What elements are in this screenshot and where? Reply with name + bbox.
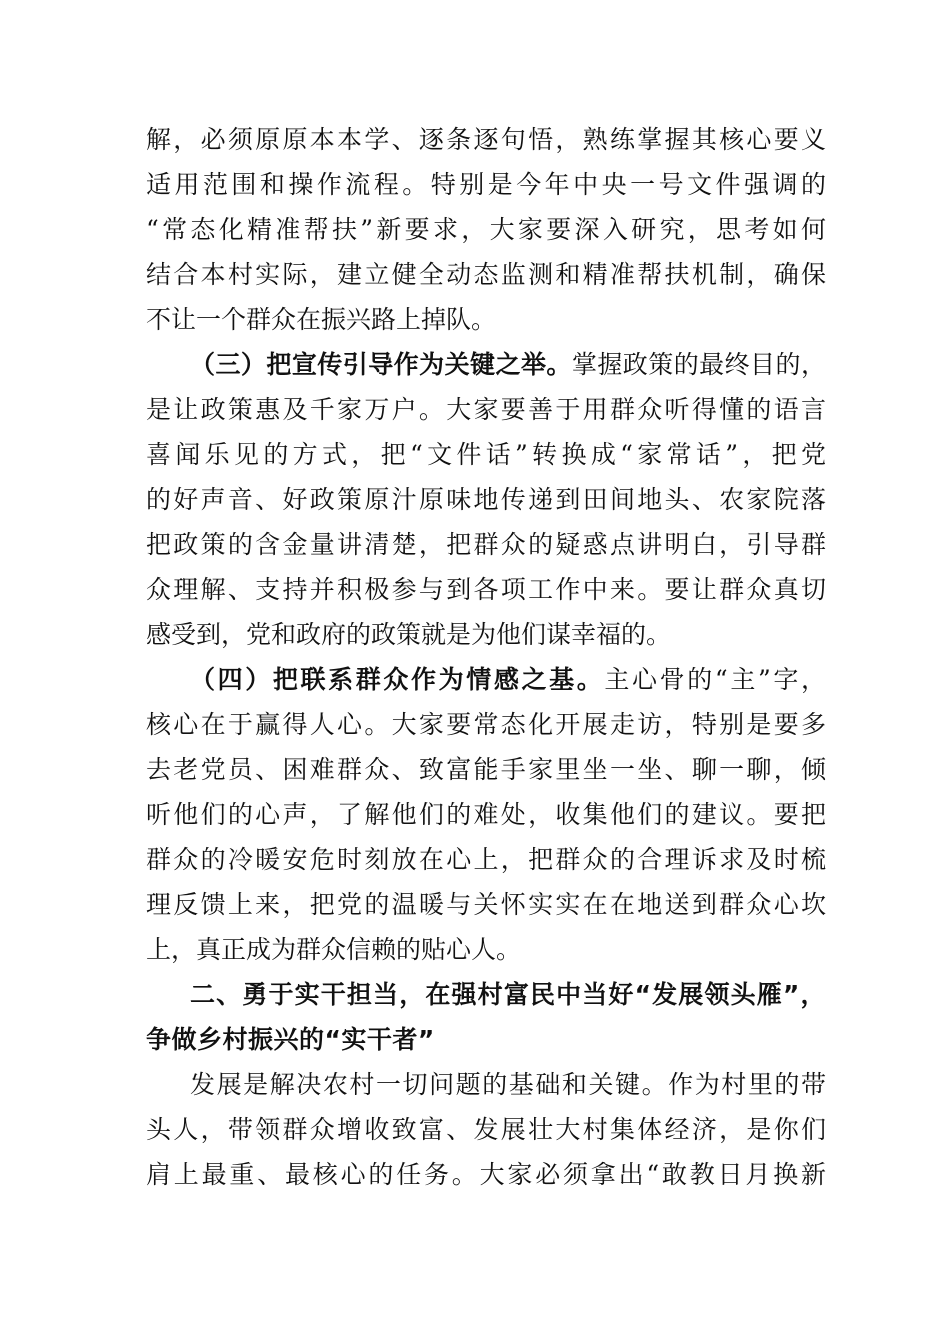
text-line: 是让政策惠及千家万户。大家要善于用群众听得懂的语言 [146,395,826,424]
paragraph-section-3 [146,342,826,657]
paragraph-section-4 [146,657,826,972]
text-line [146,657,826,702]
section-4-lead: （四）把联系群众作为情感之基。 [190,665,605,694]
text-line: 核心在于赢得人心。大家要常态化开展走访，特别是要多 [146,710,826,739]
paragraph-development [146,1062,826,1197]
text-line: 不让一个群众在振兴路上掉队。 [146,305,497,334]
text-line: 群众的冷暖安危时刻放在心上，把群众的合理诉求及时梳 [146,845,826,874]
section-3-lead-tail: 掌握政策的最终目的， [571,350,826,379]
text-line: 发展是解决农村一切问题的基础和关键。作为村里的带 [190,1070,826,1099]
paragraph-1 [146,117,826,342]
text-line: 上，真正成为群众信赖的贴心人。 [146,935,522,964]
text-line: 众理解、支持并积极参与到各项工作中来。要让群众真切 [146,575,826,604]
section-4-lead-tail: 主心骨的“主”字， [604,665,827,694]
heading-line: 二、勇于实干担当，在强村富民中当好“发展领头雁”， [190,980,826,1009]
text-line: “常态化精准帮扶”新要求，大家要深入研究，思考如何 [146,215,826,244]
text-line: 的好声音、好政策原汁原味地传递到田间地头、农家院落 [146,485,826,514]
text-line: 去老党员、困难群众、致富能手家里坐一坐、聊一聊，倾 [146,755,826,784]
text-line: 适用范围和操作流程。特别是今年中央一号文件强调的 [146,170,826,199]
text-line: 喜闻乐见的方式，把“文件话”转换成“家常话”，把党 [146,440,826,469]
text-line: 把政策的含金量讲清楚，把群众的疑惑点讲明白，引导群 [146,530,826,559]
text-line [146,342,826,387]
text-line: 头人，带领群众增收致富、发展壮大村集体经济，是你们 [146,1115,826,1144]
text-line: 肩上最重、最核心的任务。大家必须拿出“敢教日月换新 [146,1160,826,1189]
text-line: 感受到，党和政府的政策就是为他们谋幸福的。 [146,620,672,649]
text-line: 结合本村实际，建立健全动态监测和精准帮扶机制，确保 [146,260,826,289]
section-heading-2 [146,972,826,1062]
text-line: 听他们的心声，了解他们的难处，收集他们的建议。要把 [146,800,826,829]
section-3-lead: （三）把宣传引导作为关键之举。 [190,350,572,379]
text-line: 解，必须原原本本学、逐条逐句悟，熟练掌握其核心要义 [146,125,826,154]
document-body [146,117,826,1197]
heading-line: 争做乡村振兴的“实干者” [146,1025,435,1054]
text-line: 理反馈上来，把党的温暖与关怀实实在在地送到群众心坎 [146,890,826,919]
